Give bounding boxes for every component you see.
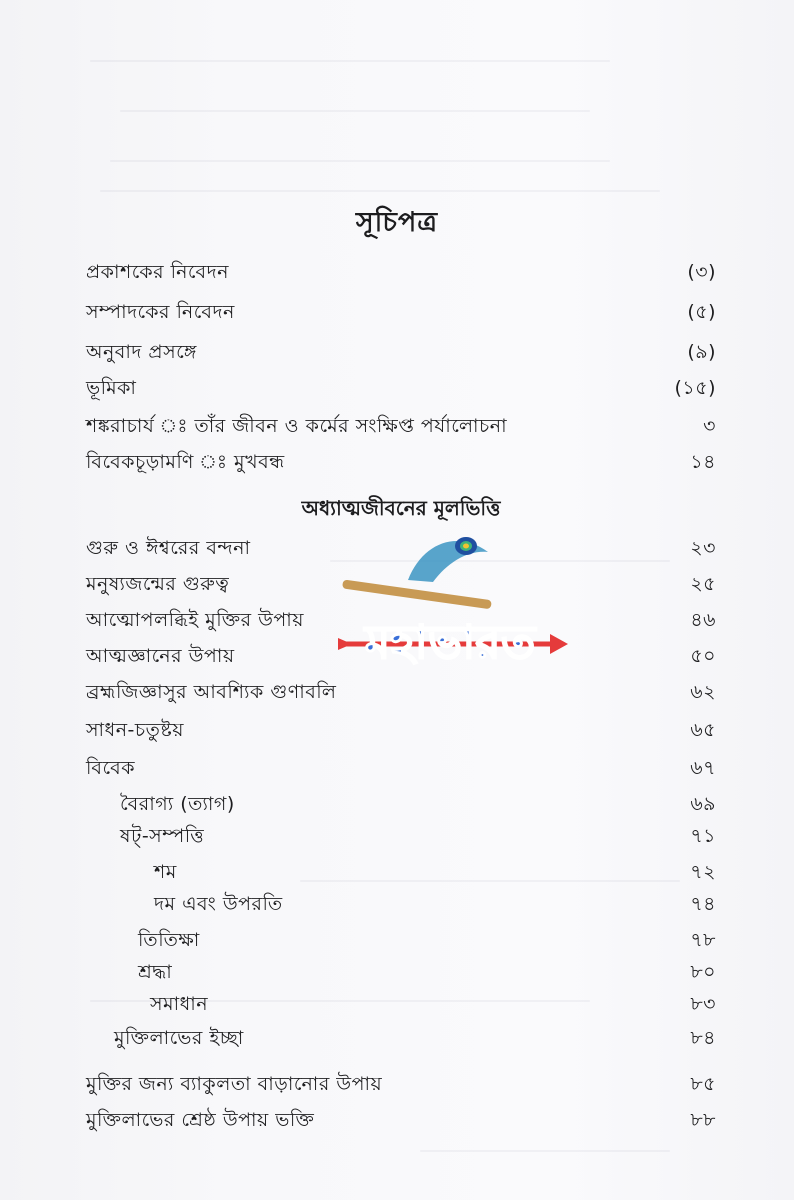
toc-entry-title: বৈরাগ্য (ত্যাগ) — [120, 793, 235, 815]
toc-entry-page: ৮৩ — [690, 993, 716, 1015]
toc-entry-title: শঙ্করাচার্য ঃ তাঁর জীবন ও কর্মের সংক্ষিপ্ত পর্যালোচনা — [86, 415, 508, 437]
toc-entry-page: (৩) — [687, 261, 716, 283]
toc-entry-title: শম — [154, 861, 177, 883]
toc-entry — [86, 1024, 716, 1056]
toc-entry-page: ৬২ — [690, 681, 716, 703]
toc-entry — [86, 412, 716, 444]
toc-entry-title: ভূমিকা — [86, 377, 137, 399]
toc-entry-page: ৩ — [703, 415, 716, 437]
toc-entry — [86, 338, 716, 370]
toc-entry-title: বিবেক — [86, 757, 136, 779]
watermark-text: মহাভারত — [364, 615, 536, 669]
toc-entry-page: ৬৫ — [690, 719, 716, 741]
toc-entry-page: ২৫ — [690, 573, 716, 595]
toc-entry-page: ৭৪ — [690, 893, 716, 915]
toc-entry — [86, 374, 716, 406]
toc-entry-page: ৭২ — [690, 861, 716, 883]
toc-entry-page: ৮৮ — [690, 1109, 716, 1131]
toc-entry-title: মুক্তিলাভের ইচ্ছা — [114, 1027, 244, 1049]
toc-entry-title: সমাধান — [150, 993, 209, 1015]
peacock-feather-flute-icon — [338, 522, 570, 692]
bleed-through-line — [420, 1150, 670, 1152]
toc-entry-page: ৭৮ — [690, 929, 716, 951]
toc-entry-page: ৬৭ — [690, 757, 716, 779]
toc-entry-title: সাধন-চতুষ্টয় — [86, 719, 184, 741]
watermark-logo — [338, 522, 570, 692]
toc-entry-title: গুরু ও ঈশ্বরের বন্দনা — [86, 537, 251, 559]
toc-entry — [86, 858, 716, 890]
page-title: সূচিপত্র — [355, 207, 439, 238]
toc-entry-title: মুক্তিলাভের শ্রেষ্ঠ উপায় ভক্তি — [86, 1109, 315, 1131]
toc-entry-page: ৮৪ — [690, 1027, 716, 1049]
toc-entry-title: আত্মজ্ঞানের উপায় — [86, 645, 235, 667]
toc-entry-title: প্রকাশকের নিবেদন — [86, 261, 229, 283]
bleed-through-line — [100, 190, 660, 192]
section-heading: অধ্যাত্মজীবনের মূলভিত্তি — [301, 496, 501, 520]
bleed-through-line — [90, 60, 610, 62]
bleed-through-line — [120, 110, 590, 112]
toc-entry-page: (১৫) — [674, 377, 716, 399]
toc-entry — [86, 958, 716, 990]
toc-entry — [86, 1106, 716, 1138]
toc-entry-page: ৭১ — [690, 825, 716, 847]
toc-entry-title: ব্রহ্মজিজ্ঞাসুর আবশ্যিক গুণাবলি — [86, 681, 337, 703]
toc-entry-page: ৬৯ — [690, 793, 716, 815]
toc-entry — [86, 258, 716, 290]
toc-entry-page: ৮৫ — [690, 1073, 716, 1095]
toc-entry — [86, 822, 716, 854]
toc-entry-page: (৫) — [687, 301, 716, 323]
toc-entry-title: ষট্‌-সম্পত্তি — [120, 825, 205, 847]
toc-entry — [86, 790, 716, 822]
toc-entry — [86, 990, 716, 1022]
toc-entry — [86, 890, 716, 922]
toc-entry — [86, 1070, 716, 1102]
toc-entry-title: অনুবাদ প্রসঙ্গে — [86, 341, 197, 363]
toc-entry-title: দম এবং উপরতি — [154, 893, 283, 915]
bleed-through-line — [110, 160, 610, 162]
toc-entry — [86, 754, 716, 786]
toc-entry-title: তিতিক্ষা — [138, 929, 200, 951]
toc-entry-page: ৮০ — [690, 961, 716, 983]
toc-entry-title: সম্পাদকের নিবেদন — [86, 301, 235, 323]
toc-entry-title: বিবেকচূড়ামণি ঃ মুখবন্ধ — [86, 451, 285, 473]
toc-entry-title: আত্মোপলব্ধিই মুক্তির উপায় — [86, 609, 304, 631]
toc-entry — [86, 448, 716, 480]
toc-entry — [86, 716, 716, 748]
toc-entry-page: ৫০ — [690, 645, 716, 667]
toc-entry-page: (৯) — [687, 341, 716, 363]
toc-entry-page: ৪৬ — [690, 609, 716, 631]
toc-entry-page: ১৪ — [690, 451, 716, 473]
toc-entry-title: মুক্তির জন্য ব্যাকুলতা বাড়ানোর উপায় — [86, 1073, 383, 1095]
toc-entry-page: ২৩ — [690, 537, 716, 559]
toc-entry — [86, 298, 716, 330]
toc-entry-title: শ্রদ্ধা — [138, 961, 173, 983]
toc-entry — [86, 926, 716, 958]
toc-entry-title: মনুষ্যজন্মের গুরুত্ব — [86, 573, 230, 595]
